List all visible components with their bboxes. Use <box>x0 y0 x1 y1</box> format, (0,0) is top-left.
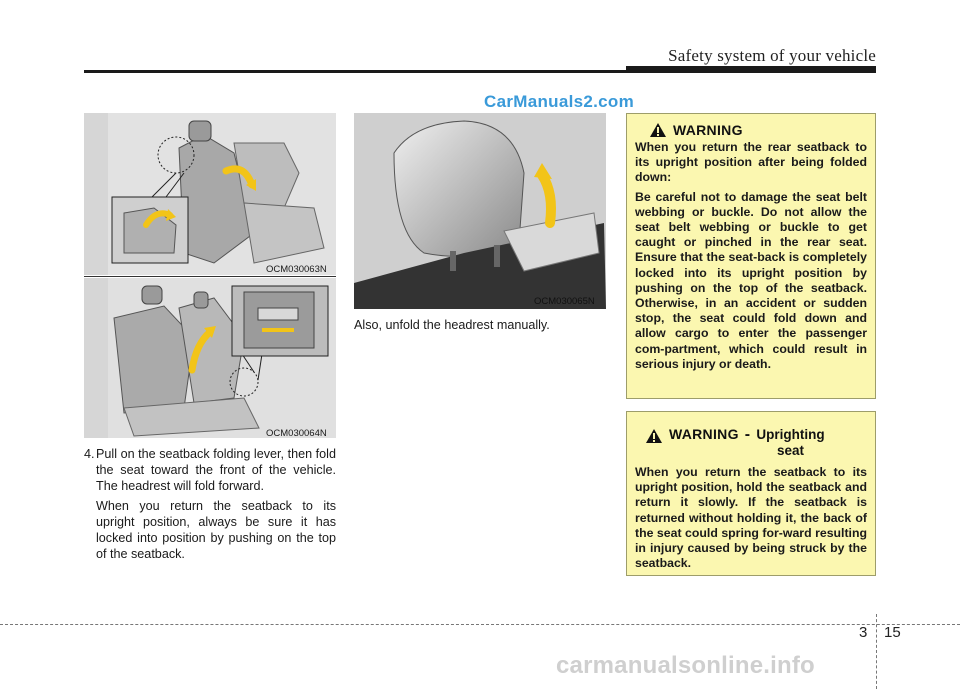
headrest-text: Also, unfold the headrest manually. <box>354 318 550 332</box>
warning-title: WARNING <box>669 426 739 442</box>
figure-code: OCM030064N <box>266 428 327 439</box>
header-rule-accent <box>626 66 876 72</box>
warning-box-uprighting <box>626 411 876 576</box>
warning-header <box>649 122 867 138</box>
footer-rule <box>0 624 960 625</box>
step-note: When you return the seatback to its upright position, always be sure it has locked into position by pushing on the top of the seatback. <box>96 499 336 561</box>
warning-subtitle-line: Uprighting <box>756 427 825 442</box>
warning-paragraph: When you return the rear seatback to its upright position after being folded down: <box>635 140 867 185</box>
warning-paragraph: When you return the seatback to its upright position, hold the seatback and return it slowly. If the seatback is returned without holding it, the back of the seat could spring for-ward resulting in injury caused by being struck by the seatback. <box>635 465 867 571</box>
footer-divider <box>876 614 877 689</box>
figure-divider <box>84 276 336 277</box>
footer-watermark: carmanualsonline.info <box>556 652 815 679</box>
step-number: 4. <box>84 447 95 461</box>
warning-title-group <box>669 426 825 459</box>
warning-triangle-icon <box>649 122 667 138</box>
warning-subtitle-line: seat <box>777 443 805 458</box>
seat-lever-illustration <box>84 278 336 438</box>
figure-headrest <box>354 113 606 309</box>
warning-subtitle <box>756 427 824 459</box>
figure-seat-folding <box>84 113 336 275</box>
warning-triangle-icon <box>645 428 663 444</box>
seat-folding-illustration <box>84 113 336 275</box>
figure-code: OCM030063N <box>266 264 327 275</box>
figure-code: OCM030065N <box>534 296 595 307</box>
warning-paragraph: Be careful not to damage the seat belt webbing or buckle. Do not allow the seat belt webbing or buckle to get caught or pinched in the rear seat. Ensure that the seat-back is completely locked into its upright position by pushing on the top of the seatback. Otherwise, in an accident or sudden stop, the seat could fold down and allow cargo to enter the passenger com-partment, which could result in serious injury or death. <box>635 189 867 371</box>
warning-title: WARNING <box>673 122 743 138</box>
watermark-link[interactable]: CarManuals2.com <box>484 92 634 111</box>
warning-box-seatback <box>626 113 876 399</box>
warning-body <box>635 465 867 571</box>
figure-seat-lever <box>84 278 336 438</box>
warning-title-dash: - <box>744 426 751 443</box>
headrest-illustration <box>354 113 606 309</box>
step-instruction <box>84 446 336 562</box>
section-title: Safety system of your vehicle <box>668 46 876 65</box>
warning-body <box>635 140 867 372</box>
step-text: Pull on the seatback folding lever, then fold the seat toward the front of the vehicle. The headrest will fold forward. <box>96 447 336 493</box>
warning-header <box>645 426 867 459</box>
chapter-number: 3 <box>859 624 868 641</box>
page-number: 15 <box>884 624 901 641</box>
